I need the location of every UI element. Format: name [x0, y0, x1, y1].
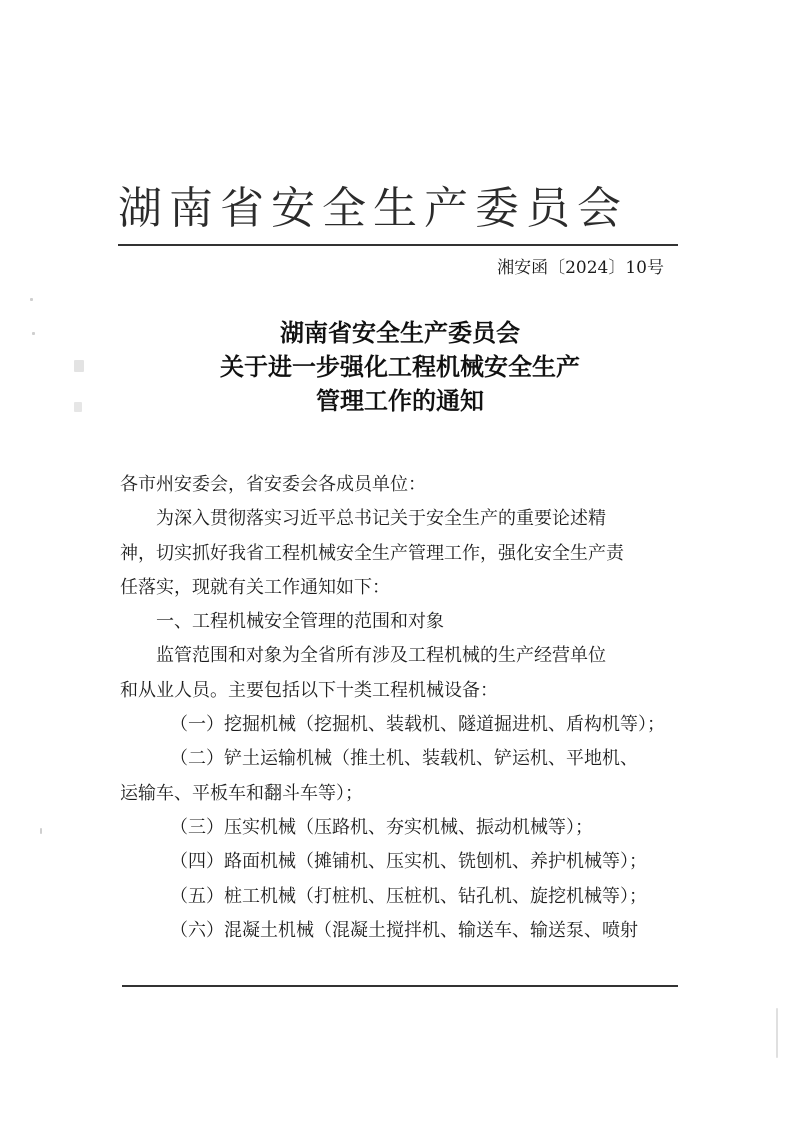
intro-line: 任落实，现就有关工作通知如下：	[120, 576, 390, 598]
footer-divider	[122, 985, 678, 987]
header-divider	[118, 244, 678, 246]
scan-artifact	[30, 298, 33, 301]
list-item: （五）桩工机械（打桩机、压桩机、钻孔机、旋挖机械等）；	[170, 885, 647, 907]
scan-artifact	[776, 1008, 778, 1058]
list-item: （四）路面机械（摊铺机、压实机、铣刨机、养护机械等）；	[170, 851, 647, 873]
scope-line: 和从业人员。主要包括以下十类工程机械设备：	[120, 679, 498, 701]
list-item: （一）挖掘机械（挖掘机、装载机、隧道掘进机、盾构机等）；	[170, 714, 665, 736]
title-line: 湖南省安全生产委员会	[280, 319, 520, 347]
list-item: 运输车、平板车和翻斗车等）；	[120, 782, 363, 804]
scan-artifact	[74, 402, 82, 412]
list-item: （二）铲土运输机械（推土机、装载机、铲运机、平地机、	[170, 748, 638, 770]
notice-title	[180, 316, 620, 418]
scope-line: 监管范围和对象为全省所有涉及工程机械的生产经营单位	[156, 645, 606, 667]
list-item: （三）压实机械（压路机、夯实机械、振动机械等）；	[170, 816, 593, 838]
intro-line: 神，切实抓好我省工程机械安全生产管理工作，强化安全生产责	[120, 542, 624, 564]
scan-artifact	[40, 828, 42, 834]
scan-artifact	[32, 332, 35, 335]
salutation: 各市州安委会，省安委会各成员单位：	[120, 474, 426, 495]
document-number: 湘安函〔2024〕10号	[497, 258, 664, 278]
scan-artifact	[74, 360, 84, 372]
issuing-organization-header: 湖南省安全生产委员会	[118, 183, 628, 234]
intro-line: 为深入贯彻落实习近平总书记关于安全生产的重要论述精	[156, 508, 606, 530]
section-heading: 一、工程机械安全管理的范围和对象	[156, 611, 444, 633]
title-line: 关于进一步强化工程机械安全生产	[220, 353, 580, 381]
title-line: 管理工作的通知	[316, 387, 484, 415]
notice-body	[120, 468, 680, 948]
list-item: （六）混凝土机械（混凝土搅拌机、输送车、输送泵、喷射	[170, 919, 638, 941]
